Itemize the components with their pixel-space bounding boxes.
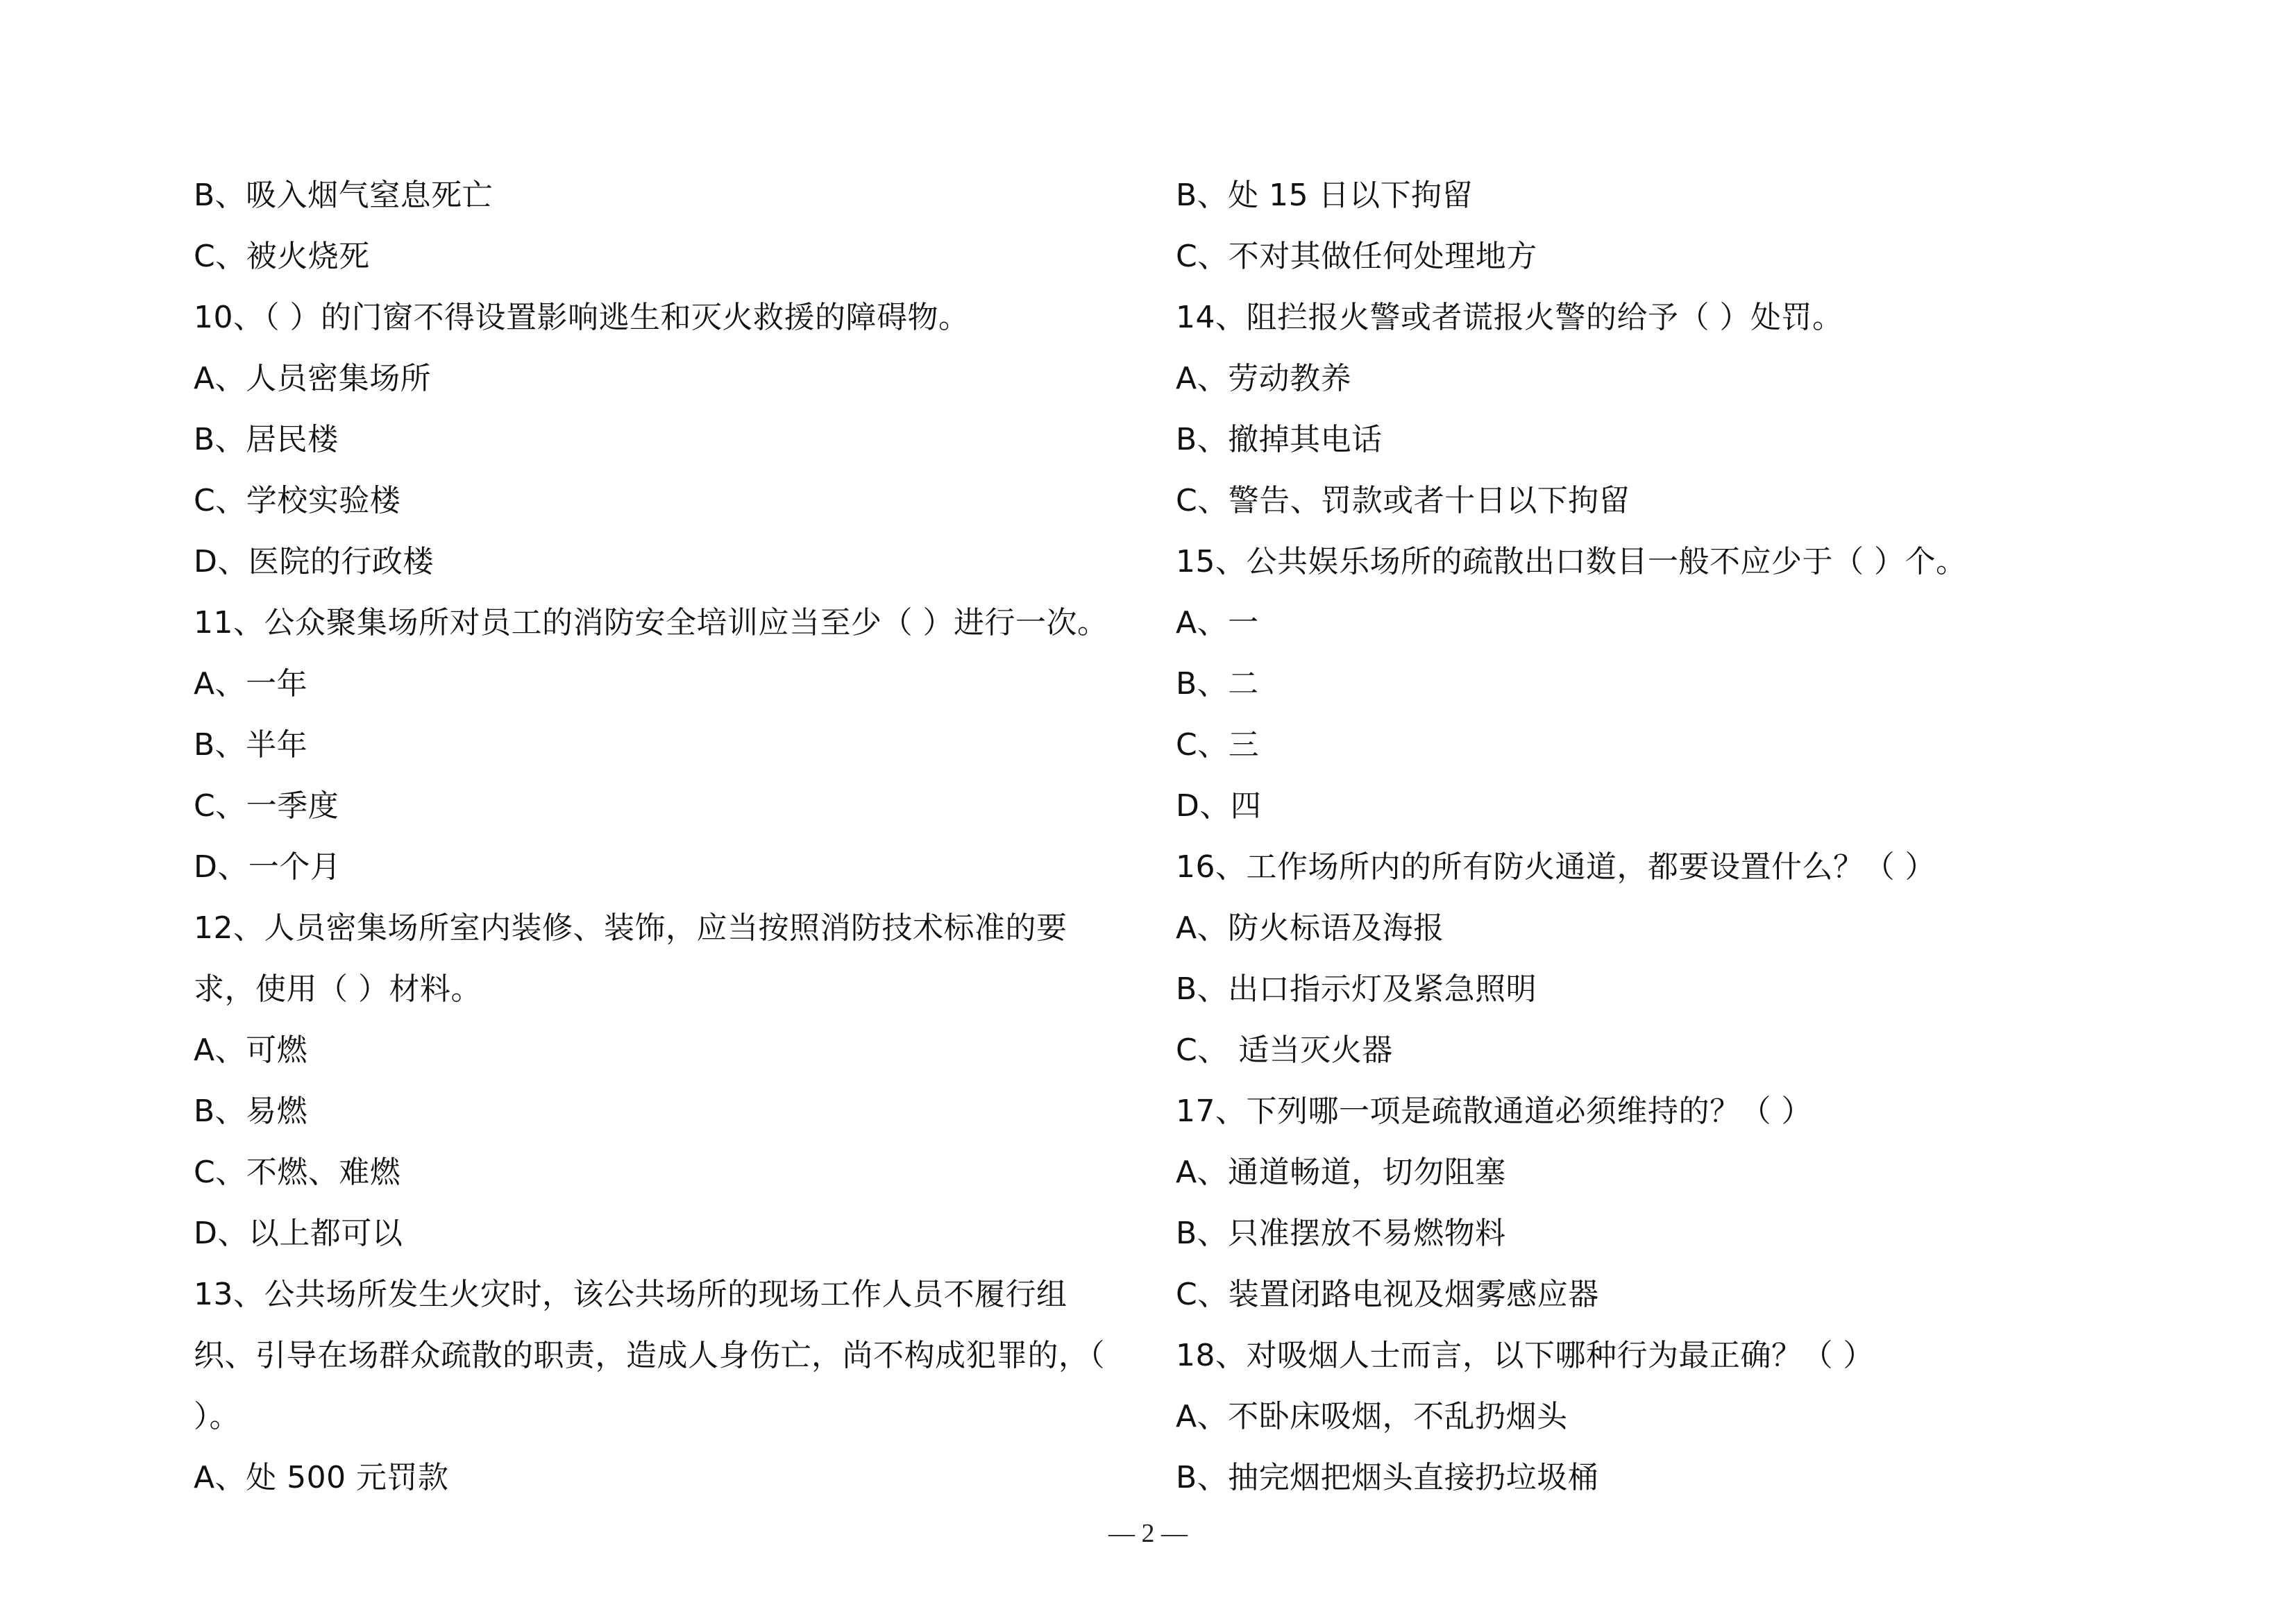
question-line: 12、人员密集场所室内装修、装饰，应当按照消防技术标准的要 bbox=[194, 910, 1067, 946]
option-line: C、不对其做任何处理地方 bbox=[1176, 239, 1537, 274]
question-line-continued: ）。 bbox=[194, 1399, 240, 1434]
question-line: 17、下列哪一项是疏散通道必须维持的？（ ） bbox=[1176, 1094, 1812, 1129]
option-line: C、三 bbox=[1176, 727, 1260, 763]
option-line: B、出口指示灯及紧急照明 bbox=[1176, 971, 1537, 1007]
option-line: A、一 bbox=[1176, 605, 1259, 640]
option-line: A、劳动教养 bbox=[1176, 361, 1352, 396]
option-line: A、处 500 元罚款 bbox=[194, 1460, 449, 1495]
question-line: 16、工作场所内的所有防火通道，都要设置什么？（ ） bbox=[1176, 849, 1936, 885]
page-number: — 2 — bbox=[1108, 1519, 1188, 1548]
option-line: D、四 bbox=[1176, 788, 1262, 824]
option-line: C、不燃、难燃 bbox=[194, 1155, 401, 1190]
option-line: D、以上都可以 bbox=[194, 1216, 403, 1251]
option-line: A、一年 bbox=[194, 666, 308, 702]
option-line: B、居民楼 bbox=[194, 422, 339, 457]
question-line: 13、公共场所发生火灾时，该公共场所的现场工作人员不履行组 bbox=[194, 1277, 1067, 1312]
option-line: A、防火标语及海报 bbox=[1176, 910, 1444, 946]
option-line: C、装置闭路电视及烟雾感应器 bbox=[1176, 1277, 1599, 1312]
option-line: B、撤掉其电话 bbox=[1176, 422, 1383, 457]
option-line: D、医院的行政楼 bbox=[194, 544, 434, 579]
question-line-continued: 求，使用（ ）材料。 bbox=[194, 971, 482, 1007]
question-line: 10、（ ）的门窗不得设置影响逃生和灭火救援的障碍物。 bbox=[194, 300, 970, 335]
option-line: B、易燃 bbox=[194, 1094, 308, 1129]
option-line: B、抽完烟把烟头直接扔垃圾桶 bbox=[1176, 1460, 1599, 1495]
question-line: 18、对吸烟人士而言，以下哪种行为最正确？（ ） bbox=[1176, 1338, 1874, 1373]
option-line: D、一个月 bbox=[194, 849, 341, 885]
option-line: C、被火烧死 bbox=[194, 239, 370, 274]
option-line: B、处 15 日以下拘留 bbox=[1176, 178, 1474, 213]
option-line: B、吸入烟气窒息死亡 bbox=[194, 178, 493, 213]
question-line: 11、公众聚集场所对员工的消防安全培训应当至少（ ）进行一次。 bbox=[194, 605, 1108, 640]
option-line: C、 适当灭火器 bbox=[1176, 1033, 1393, 1068]
right-column bbox=[1176, 165, 2147, 1509]
option-line: A、可燃 bbox=[194, 1033, 308, 1068]
option-line: C、学校实验楼 bbox=[194, 483, 401, 518]
option-line: C、警告、罚款或者十日以下拘留 bbox=[1176, 483, 1630, 518]
option-line: B、只准摆放不易燃物料 bbox=[1176, 1216, 1506, 1251]
question-line: 14、阻拦报火警或者谎报火警的给予（ ）处罚。 bbox=[1176, 300, 1843, 335]
left-column bbox=[194, 165, 1145, 1509]
option-line: C、一季度 bbox=[194, 788, 339, 824]
option-line: A、通道畅道，切勿阻塞 bbox=[1176, 1155, 1506, 1190]
option-line: B、二 bbox=[1176, 666, 1259, 702]
option-line: B、半年 bbox=[194, 727, 308, 763]
question-line: 15、公共娱乐场所的疏散出口数目一般不应少于（ ）个。 bbox=[1176, 544, 1967, 579]
option-line: A、人员密集场所 bbox=[194, 361, 432, 396]
option-line: A、不卧床吸烟，不乱扔烟头 bbox=[1176, 1399, 1568, 1434]
question-line-continued: 织、引导在场群众疏散的职责，造成人身伤亡，尚不构成犯罪的，（ bbox=[194, 1338, 1105, 1373]
